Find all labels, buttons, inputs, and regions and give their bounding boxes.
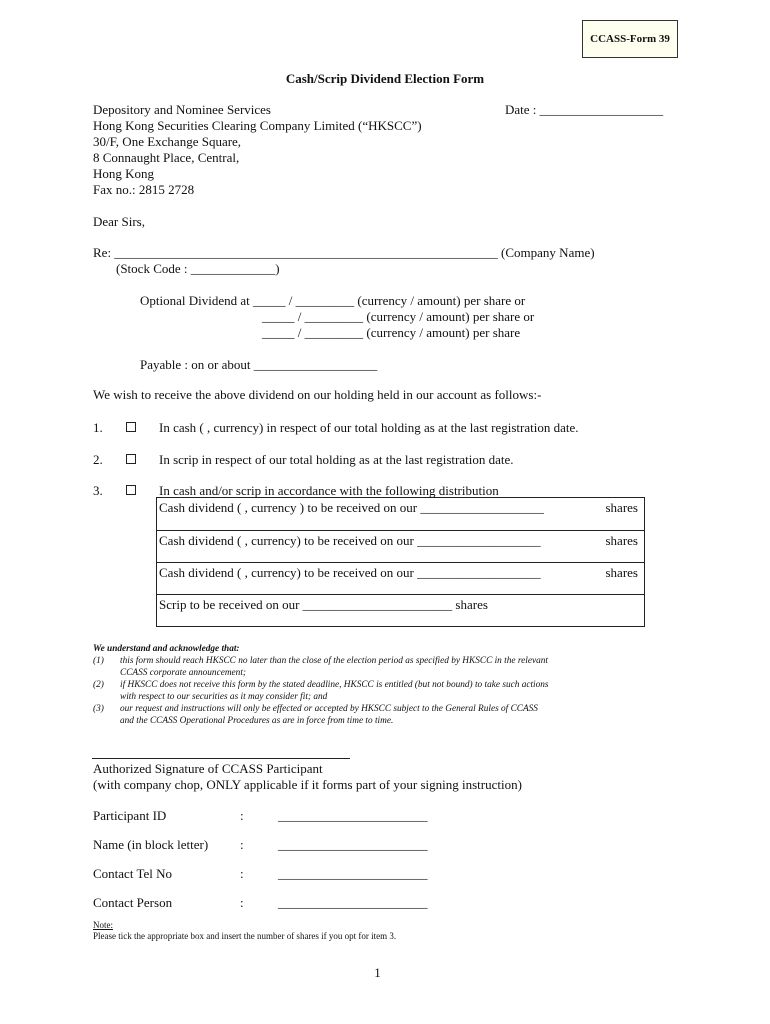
- optional-dividend-line: _____ / _________ (currency / amount) per share: [262, 325, 521, 340]
- ack-text: if HKSCC does not receive this form by the stated deadline, HKSCC is entitled (but not bound) to take such actions: [120, 680, 549, 690]
- company-name-field[interactable]: Re: ___________________________________________________________ (Company Name): [93, 245, 595, 260]
- distribution-cell: Cash dividend ( , currency) to be received on our ___________________: [159, 565, 541, 580]
- option-2-checkbox[interactable]: [126, 454, 136, 464]
- recipient-line: Hong Kong: [93, 166, 155, 181]
- election-intro: We wish to receive the above dividend on our holding held in our account as follows:-: [93, 387, 542, 402]
- distribution-row[interactable]: [157, 531, 644, 563]
- optional-dividend-line: Optional Dividend at _____ / _________ (currency / amount) per share or: [140, 293, 526, 308]
- form-title: Cash/Scrip Dividend Election Form: [285, 71, 485, 86]
- distribution-unit: shares: [605, 500, 638, 515]
- optional-dividend-line: _____ / _________ (currency / amount) per share or: [262, 309, 535, 324]
- distribution-row[interactable]: [157, 498, 644, 531]
- field-colon: :: [240, 866, 244, 881]
- stock-code-field[interactable]: (Stock Code : _____________): [116, 261, 280, 276]
- recipient-line: Depository and Nominee Services: [93, 102, 271, 117]
- option-2-text: In scrip in respect of our total holding as at the last registration date.: [159, 452, 514, 467]
- option-number: 3.: [93, 483, 103, 498]
- distribution-row[interactable]: [157, 563, 644, 595]
- ack-text: and the CCASS Operational Procedures as are in force from time to time.: [120, 716, 394, 726]
- name-label: Name (in block letter): [93, 837, 209, 852]
- signature-sub-label: (with company chop, ONLY applicable if it forms part of your signing instruction): [93, 777, 522, 792]
- participant-id-label: Participant ID: [93, 808, 167, 823]
- field-colon: :: [240, 837, 244, 852]
- signature-line[interactable]: [92, 758, 350, 759]
- recipient-line: 30/F, One Exchange Square,: [93, 134, 242, 149]
- name-input[interactable]: _______________________: [278, 837, 428, 852]
- option-number: 2.: [93, 452, 103, 467]
- option-1-checkbox[interactable]: [126, 422, 136, 432]
- option-number: 1.: [93, 420, 103, 435]
- ack-text: with respect to our securities as it may consider fit; and: [120, 692, 328, 702]
- option-3-checkbox[interactable]: [126, 485, 136, 495]
- ack-text: CCASS corporate announcement;: [120, 668, 247, 678]
- distribution-cell: Cash dividend ( , currency ) to be received on our ___________________: [159, 500, 544, 515]
- distribution-cell: Cash dividend ( , currency) to be received on our ___________________: [159, 533, 541, 548]
- form-tag: CCASS-Form 39: [582, 20, 678, 58]
- signature-label: Authorized Signature of CCASS Participant: [93, 761, 323, 776]
- page-number: 1: [374, 965, 381, 980]
- distribution-table: [156, 497, 645, 627]
- contact-person-input[interactable]: _______________________: [278, 895, 428, 910]
- recipient-line: Hong Kong Securities Clearing Company Limited (“HKSCC”): [93, 118, 422, 133]
- ack-number: (3): [93, 704, 104, 714]
- salutation: Dear Sirs,: [93, 214, 145, 229]
- contact-person-label: Contact Person: [93, 895, 173, 910]
- date-field[interactable]: Date : ___________________: [505, 102, 664, 117]
- field-colon: :: [240, 895, 244, 910]
- payable-date-field[interactable]: Payable : on or about ___________________: [140, 357, 378, 372]
- distribution-row[interactable]: [157, 595, 644, 626]
- note-heading: Note:: [93, 920, 113, 930]
- ack-text: our request and instructions will only be effected or accepted by HKSCC subject to the General Rules of CCASS: [120, 704, 538, 714]
- recipient-fax: Fax no.: 2815 2728: [93, 182, 195, 197]
- distribution-cell: Scrip to be received on our _______________________ shares: [159, 597, 488, 612]
- acknowledgement-heading: We understand and acknowledge that:: [93, 644, 240, 654]
- ack-text: this form should reach HKSCC no later than the close of the election period as specified by HKSCC in the relevant: [120, 656, 548, 666]
- note-text: Please tick the appropriate box and insert the number of shares if you opt for item 3.: [93, 931, 397, 941]
- field-colon: :: [240, 808, 244, 823]
- option-3-text: In cash and/or scrip in accordance with the following distribution: [159, 483, 499, 498]
- ack-number: (1): [93, 656, 104, 666]
- contact-tel-input[interactable]: _______________________: [278, 866, 428, 881]
- option-1-text: In cash ( , currency) in respect of our total holding as at the last registration date.: [159, 420, 579, 435]
- contact-tel-label: Contact Tel No: [93, 866, 173, 881]
- recipient-line: 8 Connaught Place, Central,: [93, 150, 240, 165]
- distribution-unit: shares: [605, 533, 638, 548]
- distribution-unit: shares: [605, 565, 638, 580]
- ack-number: (2): [93, 680, 104, 690]
- participant-id-input[interactable]: _______________________: [278, 808, 428, 823]
